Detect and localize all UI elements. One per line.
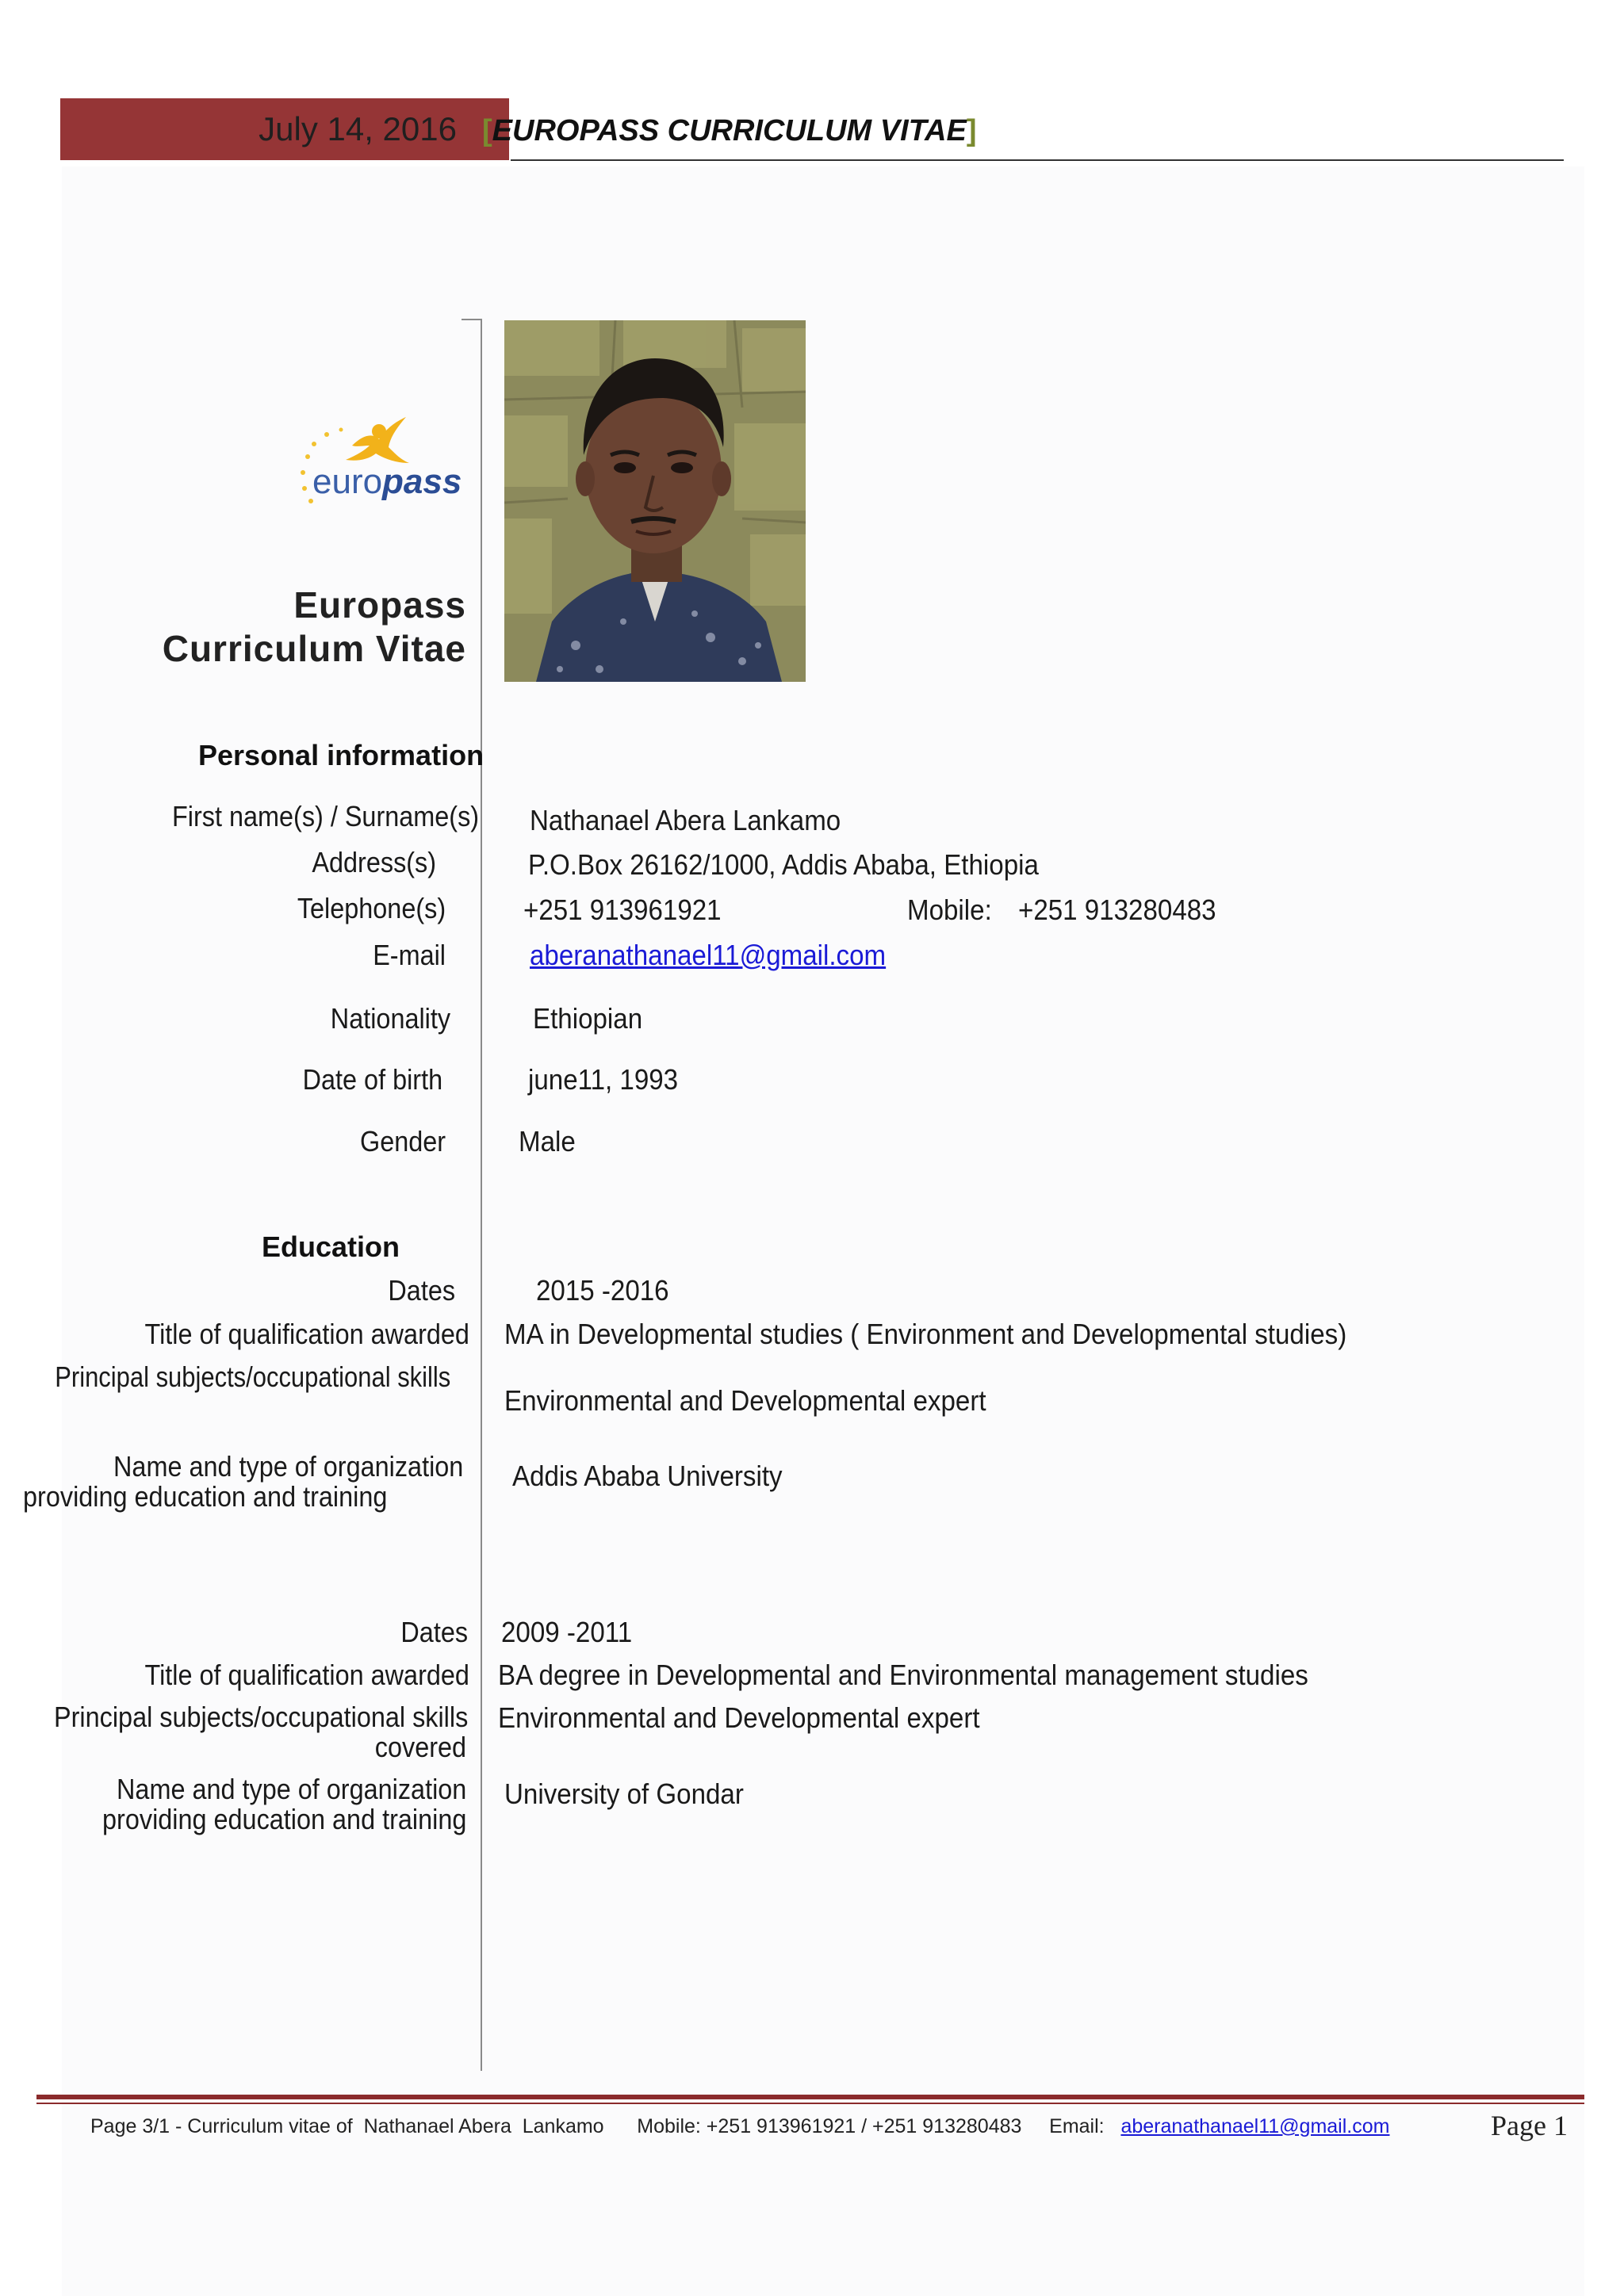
name-value: Nathanael Abera Lankamo [530, 804, 841, 836]
edu2-title-label: Title of qualification awarded [144, 1659, 469, 1691]
edu2-title-value: BA degree in Developmental and Environmental management studies [498, 1659, 1308, 1691]
edu1-org-label-line2: providing education and training [22, 1480, 387, 1513]
cv-title [143, 584, 466, 671]
edu1-title-label: Title of qualification awarded [144, 1318, 469, 1350]
address-value: P.O.Box 26162/1000, Addis Ababa, Ethiopia [528, 848, 1039, 881]
edu2-dates-value: 2009 -2011 [501, 1616, 633, 1648]
bracket-close: ] [966, 114, 977, 147]
profile-photo [504, 320, 806, 682]
logo-text-euro: euro [312, 462, 383, 501]
dob-label: Date of birth [302, 1063, 442, 1096]
personal-information-heading: Personal information [198, 739, 485, 771]
header-rule [511, 159, 1564, 161]
cv-title-line1: Europass [293, 584, 466, 626]
telephone-value: +251 913961921 [523, 894, 722, 926]
bracket-open: [ [482, 114, 492, 147]
edu2-subjects-label-line1: Principal subjects/occupational skills [53, 1701, 468, 1733]
education-heading: Education [262, 1230, 400, 1263]
footer-info: Page 3/1 - Curriculum vitae of Nathanael Abera Lankamo Mobile: +251 913961921 / +251 913280483 Email: [90, 2115, 1105, 2137]
name-label: First name(s) / Surname(s) [171, 800, 479, 832]
footer-page-number: Page 1 [1491, 2110, 1568, 2141]
mobile-label: Mobile: [907, 894, 992, 926]
divider-tick [462, 319, 481, 320]
edu1-org-value: Addis Ababa University [512, 1460, 783, 1492]
address-label: Address(s) [312, 846, 436, 878]
profile-photo-graphic [504, 320, 806, 682]
footer-email-link[interactable]: aberanathanael11@gmail.com [1120, 2115, 1390, 2137]
edu2-dates-label: Dates [400, 1616, 468, 1648]
header-title [482, 109, 976, 152]
footer-rule-thin [36, 2103, 1584, 2104]
edu1-org-label-line1: Name and type of organization [113, 1450, 463, 1483]
logo-text-pass: pass [382, 462, 462, 501]
edu2-subjects-label-line2: covered [374, 1731, 466, 1763]
edu1-dates-label: Dates [388, 1274, 455, 1307]
telephone-label: Telephone(s) [297, 892, 446, 924]
column-divider [481, 319, 482, 2071]
edu1-dates-value: 2015 -2016 [536, 1274, 669, 1307]
edu1-title-value: MA in Developmental studies ( Environment and Developmental studies) [504, 1318, 1347, 1350]
nationality-value: Ethiopian [533, 1002, 643, 1035]
mobile-value: +251 913280483 [1018, 894, 1216, 926]
nationality-label: Nationality [330, 1002, 450, 1035]
cv-title-line2: Curriculum Vitae [162, 628, 466, 669]
footer-rule-thick [36, 2095, 1584, 2099]
europass-logo [290, 411, 473, 511]
edu2-org-label-line1: Name and type of organization [116, 1773, 466, 1805]
header-title-text: EUROPASS CURRICULUM VITAE [492, 114, 967, 147]
dob-value: june11, 1993 [528, 1063, 679, 1096]
edu1-subjects-value: Environmental and Developmental expert [504, 1384, 986, 1417]
edu2-org-value: University of Gondar [504, 1777, 744, 1810]
gender-value: Male [519, 1125, 576, 1158]
email-label: E-mail [373, 939, 446, 971]
footer-text [90, 2115, 1389, 2138]
edu1-subjects-label: Principal subjects/occupational skills [54, 1360, 450, 1393]
header-date: July 14, 2016 [259, 110, 457, 147]
edu2-org-label-line2: providing education and training [102, 1803, 466, 1835]
email-link[interactable]: aberanathanael11@gmail.com [530, 939, 887, 971]
edu2-subjects-value: Environmental and Developmental expert [498, 1701, 980, 1734]
gender-label: Gender [359, 1125, 446, 1158]
europass-logo-graphic [290, 411, 473, 511]
email-value[interactable] [530, 940, 886, 970]
